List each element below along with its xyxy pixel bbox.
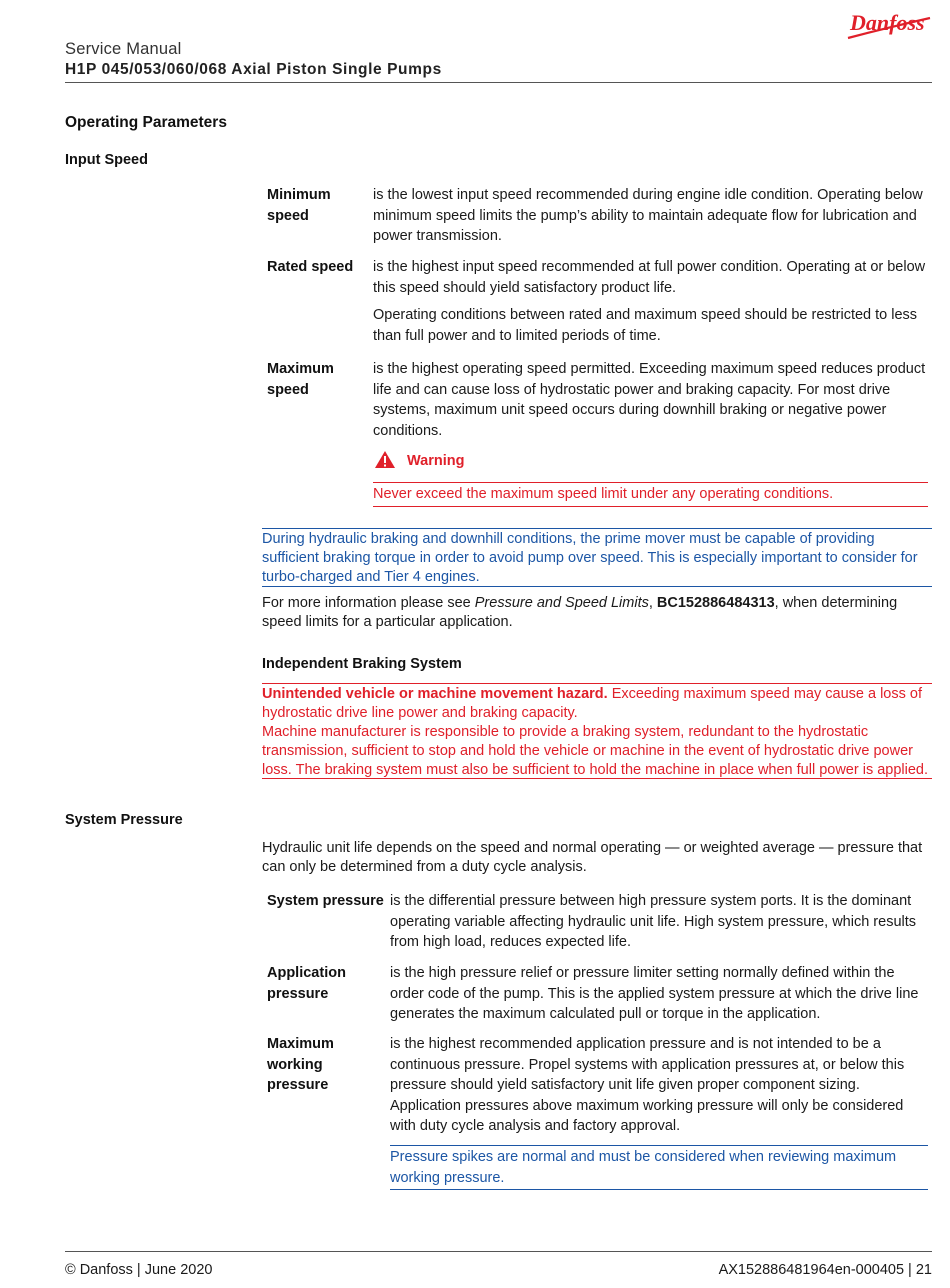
input-speed-heading: Input Speed: [65, 152, 148, 168]
svg-text:Danfoss: Danfoss: [850, 10, 925, 35]
def-rated-speed: is the highest input speed recommended at full power condition. Operating at or below this speed should yield satisfactory product life.: [373, 259, 926, 296]
warning-icon: [374, 450, 396, 469]
warning-rule-top: [373, 482, 928, 483]
term-maximum-working-pressure: Maximum working pressure: [267, 1036, 334, 1093]
hazard-rule-top: [262, 683, 932, 684]
warning-rule-bottom: [373, 506, 928, 507]
warning-text: Never exceed the maximum speed limit under any operating conditions.: [373, 486, 834, 502]
doc-code: BC152886484313: [656, 595, 775, 611]
note-rule-top: [262, 528, 932, 529]
braking-heading: Independent Braking System: [262, 656, 462, 672]
pressure-spikes-note: Pressure spikes are normal and must be considered when reviewing maximum working pressure.: [390, 1149, 897, 1186]
system-pressure-heading: System Pressure: [65, 812, 183, 828]
term-rated-speed: Rated speed: [267, 259, 354, 275]
note-rule-bottom: [262, 586, 932, 587]
term-system-pressure: System pressure: [267, 893, 384, 909]
def-rated-speed-extra: Operating conditions between rated and maximum speed should be restricted to less than full power and to limited periods of time.: [373, 307, 918, 344]
more-info-paragraph: For more information please see Pressure and Speed Limits, BC152886484313, when determining speed limits for a particular application.: [262, 595, 898, 630]
warning-label: Warning: [407, 453, 465, 469]
footer-doc-number: AX152886481964en-000405 | 21: [718, 1262, 932, 1278]
overspeed-note: During hydraulic braking and downhill conditions, the prime mover must be capable of providing sufficient braking torque in order to avoid pump over speed. This is especially important to consider for turbo-charged and Tier 4 engines.: [262, 531, 918, 585]
system-pressure-intro: Hydraulic unit life depends on the speed and normal operating — or weighted average — pressure that can only be determined from a duty cycle analysis.: [262, 840, 923, 875]
hazard-text: Unintended vehicle or machine movement hazard. Exceeding maximum speed may cause a loss of hydrostatic drive line power and braking capacity. Machine manufacturer is responsible to provide a braking system, redundant to the hydrostatic transmission, sufficient to stop and hold the vehicle or machine in the event of hydrostatic drive power loss. The braking system must also be sufficient to hold the machine in place when full power is applied.: [262, 686, 929, 778]
term-application-pressure: Application pressure: [267, 965, 346, 1002]
pressure-note-rule-bottom: [390, 1189, 928, 1190]
footer-copyright: © Danfoss | June 2020: [65, 1262, 213, 1278]
def-application-pressure: is the high pressure relief or pressure limiter setting normally defined within the order code of the pump. This is the applied system pressure at which the drive line generates the maximum calculated pull or torque in the application.: [390, 965, 919, 1022]
def-maximum-working-pressure: is the highest recommended application pressure and is not intended to be a continuous pressure. Propel systems with application pressures at, or below this pressure should yield satisfactory unit life given proper component sizing. Application pressures above maximum working pressure will only be considered with duty cycle analysis and factory approval.: [390, 1036, 905, 1134]
doc-reference: Pressure and Speed Limits: [474, 595, 649, 611]
section-title: Operating Parameters: [65, 114, 227, 131]
def-maximum-speed: is the highest operating speed permitted. Exceeding maximum speed reduces product life and can cause loss of hydrostatic power and braking capacity. For most drive systems, maximum unit speed occurs during downhill braking or negative power conditions.: [373, 361, 926, 439]
danfoss-logo: [846, 6, 932, 42]
hazard-rule-bottom: [262, 778, 932, 779]
header-divider: [65, 82, 932, 83]
term-maximum-speed: Maximum speed: [267, 361, 334, 398]
def-minimum-speed: is the lowest input speed recommended during engine idle condition. Operating below minimum speed limits the pump’s ability to maintain adequate flow for lubrication and power transmission.: [373, 187, 923, 244]
manual-title: Service Manual: [65, 40, 182, 58]
pressure-note-rule-top: [390, 1145, 928, 1146]
def-system-pressure: is the differential pressure between high pressure system ports. It is the dominant operating variable affecting hydraulic unit life. High system pressure, which results from high load, reduces expected life.: [390, 893, 917, 950]
term-minimum-speed: Minimum speed: [267, 187, 331, 224]
hazard-title: Unintended vehicle or machine movement hazard.: [262, 686, 608, 702]
footer-divider: [65, 1251, 932, 1252]
manual-subtitle: H1P 045/053/060/068 Axial Piston Single Pumps: [65, 61, 442, 78]
